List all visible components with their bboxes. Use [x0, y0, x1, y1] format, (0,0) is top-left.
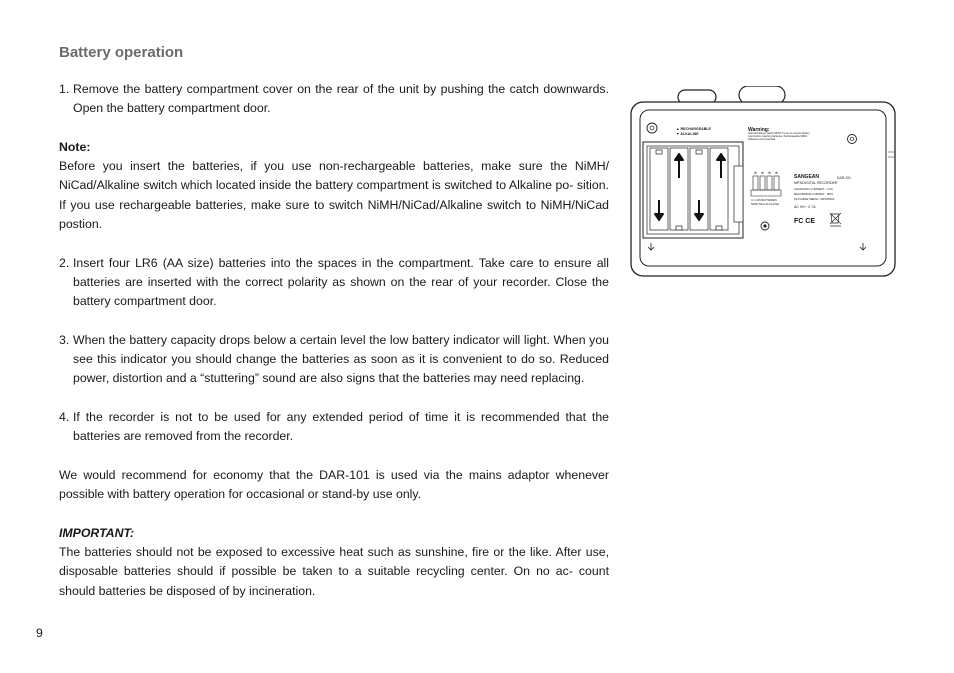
model-label: DAR-101 — [837, 176, 851, 180]
instructions-body — [59, 80, 609, 601]
power-rating-label: AC 9V⎓ 0.7A — [794, 205, 816, 209]
step-1 — [59, 80, 609, 119]
recording-format-label: RECORDING FORMAT : MP3 — [794, 192, 833, 196]
top-button-right — [739, 86, 785, 104]
warning-text: Internal backup switch MUST be set to correct battery type before inserting batteries. Rechargeable NiMH batteries recommended. — [748, 132, 810, 141]
charging-current-label: CHARGING CURRENT : 0.3A — [794, 187, 833, 191]
step-number: 4. — [59, 410, 70, 425]
page-title: Battery operation — [59, 44, 184, 61]
battery-door-latch — [734, 166, 743, 222]
step-text: Remove the battery compartment cover on the rear of the unit by pushing the catch downwards. Open the battery compartment door. — [73, 82, 609, 116]
note-text: Before you insert the batteries, if you use non-rechargeable batteries, make sure the NiMH/ NiCad/Alkaline switch which located inside the battery compartment is switched to Alkaline po- sition. If you use rechargeable batteries, make sure to switch NiMH/NiCad/Alkaline switch to NiMH/NiCad postion. — [59, 159, 609, 232]
step-text: If the recorder is not to be used for any extended period of time it is recommended that the batteries are removed from the recorder. — [73, 410, 609, 444]
recommendation-text: We would recommend for economy that the DAR-101 is used via the mains adaptor whenever possible with battery operation for occasional or stand-by use only. — [59, 467, 609, 502]
brand-logo: SANGEAN — [794, 174, 820, 180]
svg-text:⊕: ⊕ — [754, 171, 757, 175]
important-text: The batteries should not be exposed to excessive heat such as sunshine, fire or the like. After use, disposable batteries should if possible be taken to a suitable recycling center. On no ac- count should batteries be disposed of by incineration. — [59, 545, 609, 598]
step-number: 2. — [59, 255, 70, 270]
svg-text:⊕: ⊕ — [761, 171, 764, 175]
step-3 — [59, 331, 609, 389]
battery-type-label: 4 x LR6 BATTERIES — [751, 198, 777, 202]
compliance-marks: FC CE — [794, 218, 815, 225]
product-label: MP3/DIGITAL RECORDER — [794, 181, 838, 185]
step-2 — [59, 254, 609, 312]
warning-title: Warning: — [748, 127, 770, 133]
playable-media-label: PLAYABLE MEDIA : MP3/WMA — [794, 197, 835, 201]
page-number: 9 — [36, 626, 43, 640]
step-number: 3. — [59, 332, 70, 347]
svg-text:⊕: ⊕ — [768, 171, 771, 175]
recorder-rear-illustration — [630, 86, 896, 278]
step-text: When the battery capacity drops below a certain level the low battery indicator will light. When you see this indicator you should change the batteries as soon as it is convenient to do so. Reduced power, distortion and a “stuttering” sound are also signs that the batteries may need replacing. — [73, 332, 609, 386]
svg-text:⊕: ⊕ — [775, 171, 778, 175]
important-heading: IMPORTANT: — [59, 525, 135, 540]
note-heading: Note: — [59, 139, 91, 154]
step-number: 1. — [59, 82, 70, 96]
switch-label-alkaline: ▼ ALKALINE — [676, 132, 699, 136]
battery-chem-label: NiMH NiCd ALKALINE — [751, 202, 779, 206]
switch-label-rechargeable: ▲ RECHARGEABLE — [676, 127, 711, 131]
step-text: Insert four LR6 (AA size) batteries into the spaces in the compartment. Take care to ensure all batteries are inserted with the correct polarity as shown on the rear of your recorder. Close the battery compartment door. — [73, 255, 609, 309]
step-4 — [59, 408, 609, 447]
